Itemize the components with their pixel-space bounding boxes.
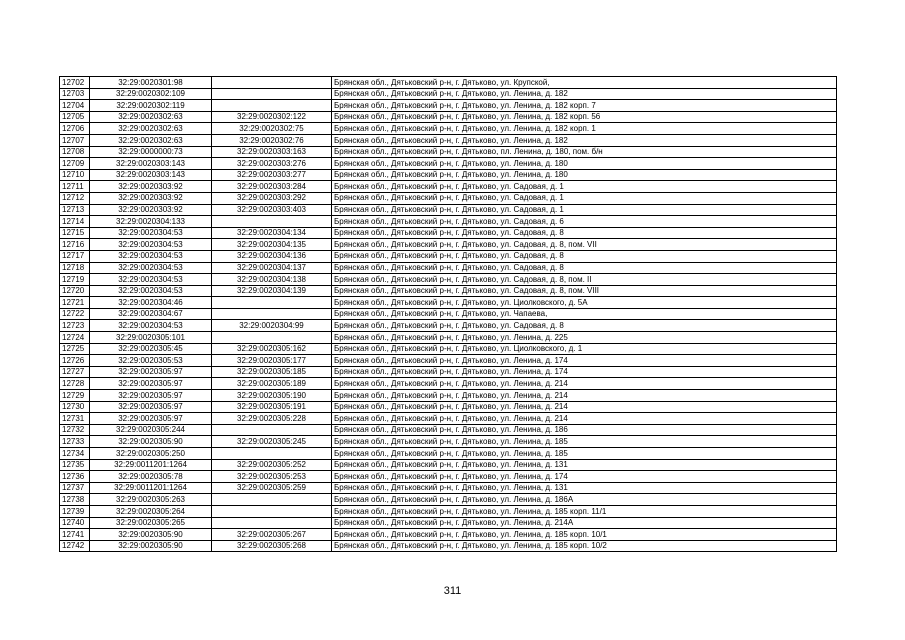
object-cadastral-number-cell	[212, 448, 332, 460]
address-cell: Брянская обл., Дятьковский р-н, г. Дятьково, ул. Ленина, д. 214	[332, 378, 837, 390]
address-cell: Брянская обл., Дятьковский р-н, г. Дятьково, ул. Садовая, д. 8, пом. VIII	[332, 285, 837, 297]
object-cadastral-number-cell: 32:29:0020305:252	[212, 459, 332, 471]
row-number-cell: 12725	[60, 343, 90, 355]
table-row	[60, 390, 837, 402]
row-number-cell: 12738	[60, 494, 90, 506]
row-number-cell: 12704	[60, 100, 90, 112]
address-cell: Брянская обл., Дятьковский р-н, г. Дятьково, ул. Ленина, д. 131	[332, 459, 837, 471]
object-cadastral-number-cell: 32:29:0020304:137	[212, 262, 332, 274]
row-number-cell: 12706	[60, 123, 90, 135]
row-number-cell: 12734	[60, 448, 90, 460]
land-cadastral-number-cell: 32:29:0020304:46	[90, 297, 212, 309]
row-number-cell: 12732	[60, 424, 90, 436]
object-cadastral-number-cell: 32:29:0020305:268	[212, 540, 332, 552]
land-cadastral-number-cell: 32:29:0020305:97	[90, 413, 212, 425]
object-cadastral-number-cell: 32:29:0020304:135	[212, 239, 332, 251]
object-cadastral-number-cell: 32:29:0020303:403	[212, 204, 332, 216]
row-number-cell: 12736	[60, 471, 90, 483]
address-cell: Брянская обл., Дятьковский р-н, г. Дятьково, ул. Ленина, д. 182 корп. 1	[332, 123, 837, 135]
table-row	[60, 366, 837, 378]
table-row	[60, 192, 837, 204]
land-cadastral-number-cell: 32:29:0020304:53	[90, 239, 212, 251]
object-cadastral-number-cell: 32:29:0020305:253	[212, 471, 332, 483]
object-cadastral-number-cell: 32:29:0020303:284	[212, 181, 332, 193]
land-cadastral-number-cell: 32:29:0020303:143	[90, 158, 212, 170]
table-row	[60, 88, 837, 100]
land-cadastral-number-cell: 32:29:0020305:97	[90, 401, 212, 413]
row-number-cell: 12727	[60, 366, 90, 378]
land-cadastral-number-cell: 32:29:0020302:63	[90, 123, 212, 135]
object-cadastral-number-cell: 32:29:0020305:259	[212, 482, 332, 494]
address-cell: Брянская обл., Дятьковский р-н, г. Дятьково, ул. Ленина, д. 180	[332, 158, 837, 170]
land-cadastral-number-cell: 32:29:0020303:92	[90, 204, 212, 216]
land-cadastral-number-cell: 32:29:0020304:53	[90, 274, 212, 286]
table-row	[60, 471, 837, 483]
land-cadastral-number-cell: 32:29:0020304:53	[90, 320, 212, 332]
table-row	[60, 436, 837, 448]
address-cell: Брянская обл., Дятьковский р-н, г. Дятьково, ул. Циолковского, д. 1	[332, 343, 837, 355]
address-cell: Брянская обл., Дятьковский р-н, г. Дятьково, ул. Ленина, д. 214	[332, 413, 837, 425]
row-number-cell: 12712	[60, 192, 90, 204]
row-number-cell: 12702	[60, 77, 90, 89]
row-number-cell: 12709	[60, 158, 90, 170]
land-cadastral-number-cell: 32:29:0020303:92	[90, 181, 212, 193]
object-cadastral-number-cell: 32:29:0020302:122	[212, 111, 332, 123]
land-cadastral-number-cell: 32:29:0020304:133	[90, 216, 212, 228]
table-row	[60, 158, 837, 170]
address-cell: Брянская обл., Дятьковский р-н, г. Дятьково, ул. Ленина, д. 185 корп. 10/2	[332, 540, 837, 552]
row-number-cell: 12719	[60, 274, 90, 286]
table-row	[60, 332, 837, 344]
address-cell: Брянская обл., Дятьковский р-н, г. Дятьково, ул. Ленина, д. 185	[332, 436, 837, 448]
table-row	[60, 146, 837, 158]
land-cadastral-number-cell: 32:29:0020305:45	[90, 343, 212, 355]
land-cadastral-number-cell: 32:29:0011201:1264	[90, 459, 212, 471]
land-cadastral-number-cell: 32:29:0020305:90	[90, 436, 212, 448]
table-row	[60, 111, 837, 123]
address-cell: Брянская обл., Дятьковский р-н, г. Дятьково, ул. Садовая, д. 1	[332, 204, 837, 216]
address-cell: Брянская обл., Дятьковский р-н, г. Дятьково, ул. Ленина, д. 182	[332, 88, 837, 100]
table-row	[60, 401, 837, 413]
land-cadastral-number-cell: 32:29:0020303:143	[90, 169, 212, 181]
row-number-cell: 12710	[60, 169, 90, 181]
address-cell: Брянская обл., Дятьковский р-н, г. Дятьково, ул. Ленина, д. 185 корп. 10/1	[332, 529, 837, 541]
address-cell: Брянская обл., Дятьковский р-н, г. Дятьково, ул. Ленина, д. 214	[332, 390, 837, 402]
table-row	[60, 540, 837, 552]
land-cadastral-number-cell: 32:29:0020305:90	[90, 540, 212, 552]
row-number-cell: 12737	[60, 482, 90, 494]
row-number-cell: 12705	[60, 111, 90, 123]
row-number-cell: 12722	[60, 308, 90, 320]
address-cell: Брянская обл., Дятьковский р-н, г. Дятьково, ул. Ленина, д. 182 корп. 56	[332, 111, 837, 123]
address-cell: Брянская обл., Дятьковский р-н, г. Дятьково, ул. Ленина, д. 180	[332, 169, 837, 181]
address-cell: Брянская обл., Дятьковский р-н, г. Дятьково, ул. Чапаева,	[332, 308, 837, 320]
table-row	[60, 308, 837, 320]
row-number-cell: 12728	[60, 378, 90, 390]
address-cell: Брянская обл., Дятьковский р-н, г. Дятьково, ул. Ленина, д. 185	[332, 448, 837, 460]
land-cadastral-number-cell: 32:29:0020305:97	[90, 390, 212, 402]
table-row	[60, 134, 837, 146]
land-cadastral-number-cell: 32:29:0020304:53	[90, 250, 212, 262]
address-cell: Брянская обл., Дятьковский р-н, г. Дятьково, ул. Крупской,	[332, 77, 837, 89]
row-number-cell: 12715	[60, 227, 90, 239]
row-number-cell: 12714	[60, 216, 90, 228]
address-cell: Брянская обл., Дятьковский р-н, г. Дятьково, ул. Садовая, д. 8	[332, 227, 837, 239]
land-cadastral-number-cell: 32:29:0011201:1264	[90, 482, 212, 494]
row-number-cell: 12742	[60, 540, 90, 552]
land-cadastral-number-cell: 32:29:0020305:97	[90, 378, 212, 390]
address-cell: Брянская обл., Дятьковский р-н, г. Дятьково, ул. Садовая, д. 1	[332, 181, 837, 193]
address-cell: Брянская обл., Дятьковский р-н, г. Дятьково, ул. Ленина, д. 225	[332, 332, 837, 344]
row-number-cell: 12720	[60, 285, 90, 297]
address-cell: Брянская обл., Дятьковский р-н, г. Дятьково, ул. Ленина, д. 174	[332, 471, 837, 483]
land-cadastral-number-cell: 32:29:0020305:78	[90, 471, 212, 483]
address-cell: Брянская обл., Дятьковский р-н, г. Дятьково, ул. Ленина, д. 185 корп. 11/1	[332, 505, 837, 517]
land-cadastral-number-cell: 32:29:0020304:67	[90, 308, 212, 320]
table-row	[60, 123, 837, 135]
land-cadastral-number-cell: 32:29:0020302:63	[90, 134, 212, 146]
object-cadastral-number-cell: 32:29:0020303:292	[212, 192, 332, 204]
table-row	[60, 204, 837, 216]
table-row	[60, 285, 837, 297]
table-row	[60, 250, 837, 262]
address-cell: Брянская обл., Дятьковский р-н, г. Дятьково, ул. Ленина, д. 182	[332, 134, 837, 146]
table-row	[60, 343, 837, 355]
land-cadastral-number-cell: 32:29:0020302:63	[90, 111, 212, 123]
table-row	[60, 274, 837, 286]
object-cadastral-number-cell: 32:29:0020305:162	[212, 343, 332, 355]
address-cell: Брянская обл., Дятьковский р-н, г. Дятьково, ул. Ленина, д. 214	[332, 401, 837, 413]
land-cadastral-number-cell: 32:29:0020305:101	[90, 332, 212, 344]
object-cadastral-number-cell: 32:29:0020303:276	[212, 158, 332, 170]
land-cadastral-number-cell: 32:29:0020301:98	[90, 77, 212, 89]
object-cadastral-number-cell	[212, 216, 332, 228]
table-row	[60, 459, 837, 471]
object-cadastral-number-cell: 32:29:0020305:177	[212, 355, 332, 367]
object-cadastral-number-cell: 32:29:0020302:75	[212, 123, 332, 135]
table-row	[60, 262, 837, 274]
object-cadastral-number-cell: 32:29:0020305:185	[212, 366, 332, 378]
object-cadastral-number-cell	[212, 77, 332, 89]
page-number: 311	[443, 585, 462, 597]
land-cadastral-number-cell: 32:29:0020304:53	[90, 285, 212, 297]
land-cadastral-number-cell: 32:29:0020305:97	[90, 366, 212, 378]
table-row	[60, 448, 837, 460]
table-row	[60, 100, 837, 112]
address-cell: Брянская обл., Дятьковский р-н, г. Дятьково, ул. Садовая, д. 8, пом. VII	[332, 239, 837, 251]
object-cadastral-number-cell: 32:29:0020304:134	[212, 227, 332, 239]
address-cell: Брянская обл., Дятьковский р-н, г. Дятьково, ул. Ленина, д. 186	[332, 424, 837, 436]
object-cadastral-number-cell: 32:29:0020304:138	[212, 274, 332, 286]
row-number-cell: 12717	[60, 250, 90, 262]
land-cadastral-number-cell: 32:29:0020302:119	[90, 100, 212, 112]
address-cell: Брянская обл., Дятьковский р-н, г. Дятьково, ул. Циолковского, д. 5А	[332, 297, 837, 309]
row-number-cell: 12741	[60, 529, 90, 541]
address-cell: Брянская обл., Дятьковский р-н, г. Дятьково, ул. Ленина, д. 174	[332, 355, 837, 367]
object-cadastral-number-cell: 32:29:0020305:245	[212, 436, 332, 448]
object-cadastral-number-cell: 32:29:0020305:189	[212, 378, 332, 390]
land-cadastral-number-cell: 32:29:0020303:92	[90, 192, 212, 204]
object-cadastral-number-cell	[212, 88, 332, 100]
table-row	[60, 227, 837, 239]
table-row	[60, 482, 837, 494]
object-cadastral-number-cell	[212, 100, 332, 112]
land-cadastral-number-cell: 32:29:0020304:53	[90, 227, 212, 239]
land-cadastral-number-cell: 32:29:0020305:250	[90, 448, 212, 460]
table-row	[60, 378, 837, 390]
row-number-cell: 12708	[60, 146, 90, 158]
object-cadastral-number-cell	[212, 494, 332, 506]
row-number-cell: 12703	[60, 88, 90, 100]
address-cell: Брянская обл., Дятьковский р-н, г. Дятьково, ул. Ленина, д. 174	[332, 366, 837, 378]
row-number-cell: 12724	[60, 332, 90, 344]
object-cadastral-number-cell: 32:29:0020305:267	[212, 529, 332, 541]
object-cadastral-number-cell	[212, 505, 332, 517]
object-cadastral-number-cell: 32:29:0020302:76	[212, 134, 332, 146]
address-cell: Брянская обл., Дятьковский р-н, г. Дятьково, ул. Ленина, д. 186А	[332, 494, 837, 506]
object-cadastral-number-cell	[212, 332, 332, 344]
row-number-cell: 12711	[60, 181, 90, 193]
address-cell: Брянская обл., Дятьковский р-н, г. Дятьково, ул. Садовая, д. 8	[332, 250, 837, 262]
object-cadastral-number-cell	[212, 424, 332, 436]
land-cadastral-number-cell: 32:29:0020305:264	[90, 505, 212, 517]
table-row	[60, 181, 837, 193]
address-cell: Брянская обл., Дятьковский р-н, г. Дятьково, ул. Садовая, д. 8	[332, 320, 837, 332]
row-number-cell: 12707	[60, 134, 90, 146]
row-number-cell: 12721	[60, 297, 90, 309]
table-row	[60, 494, 837, 506]
object-cadastral-number-cell	[212, 517, 332, 529]
address-cell: Брянская обл., Дятьковский р-н, г. Дятьково, ул. Ленина, д. 182 корп. 7	[332, 100, 837, 112]
table-row	[60, 320, 837, 332]
row-number-cell: 12726	[60, 355, 90, 367]
address-cell: Брянская обл., Дятьковский р-н, г. Дятьково, ул. Садовая, д. 6	[332, 216, 837, 228]
row-number-cell: 12713	[60, 204, 90, 216]
registry-table-body	[60, 77, 837, 552]
table-row	[60, 355, 837, 367]
table-row	[60, 413, 837, 425]
object-cadastral-number-cell	[212, 308, 332, 320]
land-cadastral-number-cell: 32:29:0020305:244	[90, 424, 212, 436]
land-cadastral-number-cell: 32:29:0020304:53	[90, 262, 212, 274]
table-row	[60, 169, 837, 181]
land-cadastral-number-cell: 32:29:0020305:265	[90, 517, 212, 529]
row-number-cell: 12718	[60, 262, 90, 274]
object-cadastral-number-cell: 32:29:0020305:228	[212, 413, 332, 425]
row-number-cell: 12733	[60, 436, 90, 448]
address-cell: Брянская обл., Дятьковский р-н, г. Дятьково, пл. Ленина, д. 180, пом. б/н	[332, 146, 837, 158]
row-number-cell: 12735	[60, 459, 90, 471]
row-number-cell: 12740	[60, 517, 90, 529]
object-cadastral-number-cell: 32:29:0020303:163	[212, 146, 332, 158]
object-cadastral-number-cell: 32:29:0020304:136	[212, 250, 332, 262]
table-row	[60, 517, 837, 529]
land-cadastral-number-cell: 32:29:0020305:53	[90, 355, 212, 367]
land-cadastral-number-cell: 32:29:0020302:109	[90, 88, 212, 100]
table-row	[60, 239, 837, 251]
object-cadastral-number-cell: 32:29:0020305:191	[212, 401, 332, 413]
table-row	[60, 424, 837, 436]
address-cell: Брянская обл., Дятьковский р-н, г. Дятьково, ул. Садовая, д. 8	[332, 262, 837, 274]
land-cadastral-number-cell: 32:29:0000000:73	[90, 146, 212, 158]
table-row	[60, 216, 837, 228]
land-cadastral-number-cell: 32:29:0020305:90	[90, 529, 212, 541]
row-number-cell: 12731	[60, 413, 90, 425]
row-number-cell: 12716	[60, 239, 90, 251]
row-number-cell: 12729	[60, 390, 90, 402]
registry-table	[59, 76, 837, 552]
address-cell: Брянская обл., Дятьковский р-н, г. Дятьково, ул. Ленина, д. 131	[332, 482, 837, 494]
address-cell: Брянская обл., Дятьковский р-н, г. Дятьково, ул. Ленина, д. 214А	[332, 517, 837, 529]
object-cadastral-number-cell: 32:29:0020304:99	[212, 320, 332, 332]
table-row	[60, 77, 837, 89]
row-number-cell: 12739	[60, 505, 90, 517]
object-cadastral-number-cell: 32:29:0020304:139	[212, 285, 332, 297]
address-cell: Брянская обл., Дятьковский р-н, г. Дятьково, ул. Садовая, д. 1	[332, 192, 837, 204]
object-cadastral-number-cell	[212, 297, 332, 309]
table-row	[60, 529, 837, 541]
object-cadastral-number-cell: 32:29:0020303:277	[212, 169, 332, 181]
table-row	[60, 297, 837, 309]
row-number-cell: 12723	[60, 320, 90, 332]
land-cadastral-number-cell: 32:29:0020305:263	[90, 494, 212, 506]
address-cell: Брянская обл., Дятьковский р-н, г. Дятьково, ул. Садовая, д. 8, пом. II	[332, 274, 837, 286]
object-cadastral-number-cell: 32:29:0020305:190	[212, 390, 332, 402]
row-number-cell: 12730	[60, 401, 90, 413]
table-row	[60, 505, 837, 517]
